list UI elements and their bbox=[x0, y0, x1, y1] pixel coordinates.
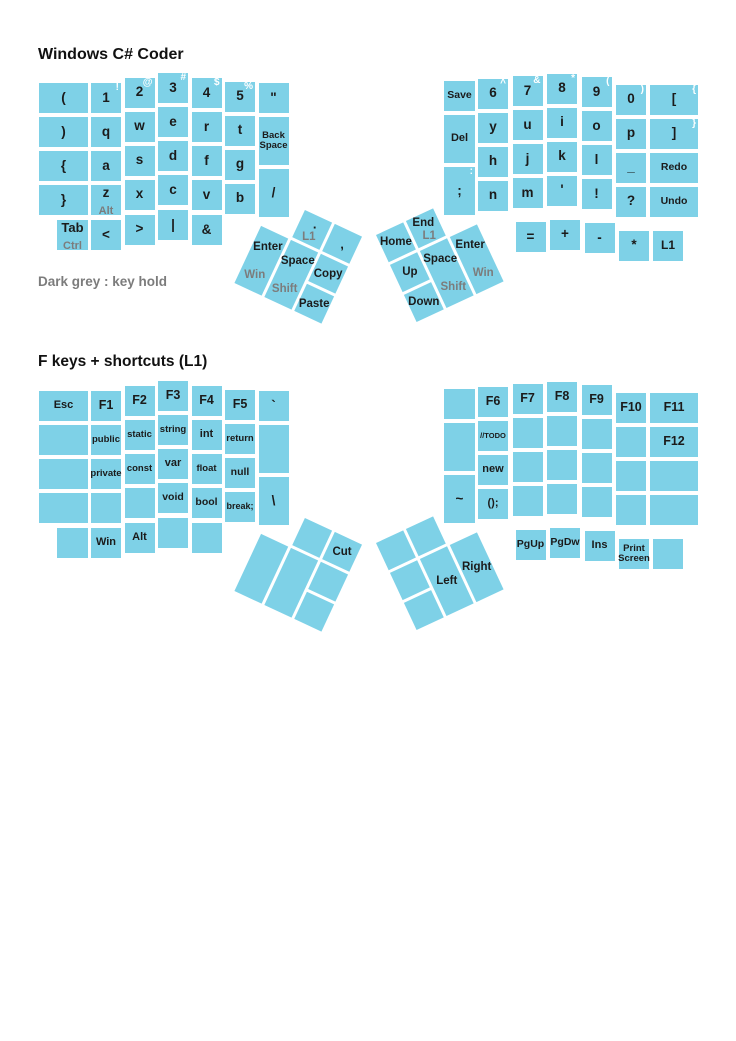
key-label: " bbox=[270, 89, 277, 105]
key-f bbox=[192, 146, 222, 176]
key-7 bbox=[513, 76, 543, 106]
key-shift-label: ! bbox=[115, 82, 119, 93]
key-label: F1 bbox=[98, 398, 114, 413]
key-a bbox=[91, 151, 121, 181]
key-label: Up bbox=[402, 266, 418, 279]
key-label: F12 bbox=[663, 433, 685, 448]
key-9 bbox=[582, 77, 612, 107]
key-back-space bbox=[259, 117, 289, 165]
key-label: var bbox=[164, 457, 182, 470]
key-label: b bbox=[235, 190, 245, 206]
page-title: Windows C# Coder bbox=[38, 46, 184, 63]
key-label: Win bbox=[95, 536, 117, 549]
key-underscore bbox=[616, 153, 646, 183]
key-label: x bbox=[135, 186, 144, 202]
key-label: Down bbox=[408, 296, 440, 309]
key-label: static bbox=[127, 428, 152, 440]
key-label: bool bbox=[195, 496, 218, 509]
key-f7 bbox=[513, 384, 543, 414]
key-shift-label: } bbox=[692, 117, 696, 129]
key-f5 bbox=[225, 390, 255, 420]
key-label: private bbox=[90, 468, 122, 480]
key-shift-label: ) bbox=[640, 83, 644, 95]
key-label: k bbox=[558, 148, 566, 164]
key-label: //TODO bbox=[480, 430, 506, 440]
key-label: { bbox=[60, 157, 67, 173]
key-blank bbox=[547, 416, 577, 446]
key-slash bbox=[259, 169, 289, 217]
key-blank bbox=[650, 495, 698, 525]
key-x bbox=[125, 180, 155, 210]
key-blank bbox=[616, 427, 646, 457]
key-label: Space bbox=[280, 254, 315, 267]
key-shift-label: * bbox=[571, 72, 575, 84]
key-label: \ bbox=[271, 492, 276, 508]
key-label: s bbox=[135, 152, 144, 168]
key-f9 bbox=[582, 385, 612, 415]
key-label: Undo bbox=[660, 194, 688, 207]
key-label: (); bbox=[487, 496, 499, 509]
key-f10 bbox=[616, 393, 646, 423]
key-blank bbox=[582, 487, 612, 517]
key-label: Left bbox=[436, 575, 458, 588]
key-label: Space bbox=[423, 253, 458, 266]
key-shift-label: ( bbox=[606, 76, 610, 87]
key-2 bbox=[125, 78, 155, 108]
key-j bbox=[513, 144, 543, 174]
key-v bbox=[192, 180, 222, 210]
key-label: Enter bbox=[455, 239, 485, 252]
key-label: / bbox=[271, 184, 276, 200]
key-label: F5 bbox=[232, 396, 248, 411]
key-label: null bbox=[230, 465, 250, 478]
key-label: Enter bbox=[253, 240, 283, 253]
key-label: Del bbox=[450, 132, 469, 145]
key-label: string bbox=[159, 424, 187, 436]
key-l1 bbox=[653, 231, 683, 261]
key-blank bbox=[650, 461, 698, 491]
key-u bbox=[513, 110, 543, 140]
key-label: Alt bbox=[132, 530, 147, 543]
key-ampersand bbox=[192, 215, 222, 245]
key-blank bbox=[616, 495, 646, 525]
key-label: PgDw bbox=[550, 535, 580, 548]
key-label: p bbox=[626, 125, 636, 141]
key-label: 5 bbox=[236, 88, 244, 104]
key-blank bbox=[192, 523, 222, 553]
key-label: ; bbox=[457, 182, 462, 198]
key-label: m bbox=[521, 184, 534, 200]
key-label: int bbox=[199, 428, 214, 441]
key-blank bbox=[444, 389, 475, 419]
key-return bbox=[225, 424, 255, 454]
key-minus bbox=[585, 223, 615, 253]
key-esc bbox=[39, 391, 88, 421]
key-label: ' bbox=[560, 182, 564, 198]
key-backtick bbox=[259, 391, 289, 421]
key-k bbox=[547, 142, 577, 172]
key-public bbox=[91, 425, 121, 455]
key-label: l bbox=[594, 151, 599, 167]
key-label: , bbox=[340, 236, 344, 252]
key-label: L1 bbox=[660, 238, 675, 253]
key-hold-label: Ctrl bbox=[63, 240, 82, 252]
key-semicolon bbox=[444, 167, 475, 215]
key-shift-label: ^ bbox=[500, 77, 506, 89]
key-f1 bbox=[91, 391, 121, 421]
key-label: ( bbox=[61, 89, 66, 105]
key-label: o bbox=[592, 117, 601, 133]
key-q bbox=[91, 117, 121, 147]
key-hold-label: L1 bbox=[302, 231, 316, 244]
key-shift-label: # bbox=[180, 72, 186, 83]
key-label: Print Screen bbox=[618, 542, 650, 564]
key-undo bbox=[650, 187, 698, 217]
key-label: > bbox=[135, 221, 144, 237]
key-label: h bbox=[488, 153, 498, 169]
key-blank bbox=[547, 484, 577, 514]
key-double-quote bbox=[259, 83, 289, 113]
key-hold-label: Win bbox=[472, 267, 494, 280]
key-label: Save bbox=[447, 89, 472, 102]
key-label: ) bbox=[61, 123, 66, 139]
key-label: 1 bbox=[102, 89, 110, 105]
key-paren-open bbox=[39, 83, 88, 113]
key-paren-close bbox=[39, 117, 88, 147]
key-label: F6 bbox=[485, 393, 501, 408]
key-blank bbox=[513, 452, 543, 482]
key-shift-label: : bbox=[469, 166, 473, 177]
key-label: < bbox=[102, 226, 110, 242]
key-label: ` bbox=[271, 397, 276, 413]
key-blank bbox=[125, 488, 155, 518]
key-label: a bbox=[102, 157, 110, 173]
key-z bbox=[91, 185, 121, 215]
key-label: _ bbox=[627, 159, 635, 175]
key-label: new bbox=[482, 462, 504, 475]
key-blank bbox=[582, 453, 612, 483]
key-greater-than bbox=[125, 215, 155, 245]
key-less-than bbox=[91, 220, 121, 250]
key-label: e bbox=[169, 113, 177, 129]
key-label: float bbox=[196, 463, 217, 475]
key-win bbox=[91, 528, 121, 558]
key-label: F11 bbox=[663, 399, 685, 414]
key-backslash bbox=[259, 477, 289, 525]
key-blank bbox=[582, 419, 612, 449]
key-label: u bbox=[523, 116, 532, 132]
key-label: n bbox=[488, 187, 498, 203]
key-1 bbox=[91, 83, 121, 113]
key-hold-label: Shift bbox=[271, 282, 298, 295]
key-label: j bbox=[525, 150, 530, 166]
key-f3 bbox=[158, 381, 188, 411]
key-break bbox=[225, 492, 255, 522]
key-question bbox=[616, 187, 646, 217]
key-label: 3 bbox=[169, 79, 177, 95]
key-label: = bbox=[526, 228, 535, 244]
key-tilde bbox=[444, 475, 475, 523]
key-6 bbox=[478, 79, 508, 109]
key-label: Ins bbox=[591, 539, 608, 552]
key-label: ~ bbox=[455, 490, 464, 506]
key-pgup bbox=[516, 530, 546, 560]
key-b bbox=[225, 184, 255, 214]
key-label: F8 bbox=[554, 388, 570, 403]
key-f4 bbox=[192, 386, 222, 416]
key-label: q bbox=[101, 123, 111, 139]
key-blank bbox=[547, 450, 577, 480]
key-pgdw bbox=[550, 528, 580, 558]
key-s bbox=[125, 146, 155, 176]
key-blank bbox=[39, 493, 88, 523]
key-private bbox=[91, 459, 121, 489]
key-label: 6 bbox=[489, 85, 497, 101]
key-void bbox=[158, 483, 188, 513]
key-blank bbox=[444, 423, 475, 471]
key-brace-close bbox=[39, 185, 88, 215]
key-label: const bbox=[126, 462, 153, 474]
key-label: F9 bbox=[589, 392, 604, 407]
key-n bbox=[478, 181, 508, 211]
key-d bbox=[158, 141, 188, 171]
key-const bbox=[125, 454, 155, 484]
key-label: PgUp bbox=[516, 538, 545, 551]
key-shift-label: & bbox=[533, 75, 541, 86]
key-i bbox=[547, 108, 577, 138]
key-e bbox=[158, 107, 188, 137]
key-c bbox=[158, 175, 188, 205]
key-tab bbox=[57, 220, 88, 250]
key-float bbox=[192, 454, 222, 484]
key-label: [ bbox=[671, 91, 677, 107]
key-t bbox=[225, 116, 255, 146]
key-bracket-close bbox=[650, 119, 698, 149]
key-label: 9 bbox=[592, 83, 601, 99]
key-print-screen bbox=[619, 539, 649, 569]
key-shift-label: @ bbox=[142, 76, 153, 88]
key-label: z bbox=[102, 185, 110, 200]
key-blank bbox=[39, 459, 88, 489]
key-parens-semicolon bbox=[478, 489, 508, 519]
legend-note: Dark grey : key hold bbox=[38, 274, 168, 289]
key-f8 bbox=[547, 382, 577, 412]
key-label: + bbox=[561, 226, 569, 242]
key-label: F3 bbox=[165, 388, 181, 403]
key-shift-label: { bbox=[692, 83, 696, 95]
key-w bbox=[125, 112, 155, 142]
key-null bbox=[225, 458, 255, 488]
key-label: Tab bbox=[61, 220, 84, 235]
key-5 bbox=[225, 82, 255, 112]
key-label: | bbox=[171, 216, 175, 232]
key-bool bbox=[192, 488, 222, 518]
key-label: r bbox=[203, 118, 210, 134]
key-hold-label: L1 bbox=[422, 229, 436, 242]
key-3 bbox=[158, 73, 188, 103]
key-label: . bbox=[312, 216, 317, 232]
key-brace-open bbox=[39, 151, 88, 181]
key-static bbox=[125, 420, 155, 450]
key-int bbox=[192, 420, 222, 450]
key-f6 bbox=[478, 387, 508, 417]
key-save bbox=[444, 81, 475, 111]
key-blank bbox=[653, 539, 683, 569]
key-label: return bbox=[226, 432, 254, 444]
key-asterisk bbox=[619, 231, 649, 261]
key-label: 0 bbox=[627, 91, 635, 107]
key-bracket-open bbox=[650, 85, 698, 115]
key-r bbox=[192, 112, 222, 142]
key-label: F2 bbox=[132, 392, 147, 407]
key-label: y bbox=[489, 119, 497, 135]
key-f11 bbox=[650, 393, 698, 423]
layer2-title: F keys + shortcuts (L1) bbox=[38, 353, 208, 370]
key-alt bbox=[125, 523, 155, 553]
key-h bbox=[478, 147, 508, 177]
key-label: * bbox=[631, 237, 637, 253]
key-label: Home bbox=[379, 236, 412, 249]
key-blank bbox=[259, 425, 289, 473]
key-label: Redo bbox=[660, 160, 688, 173]
key-label: 2 bbox=[135, 84, 144, 100]
key-label: 8 bbox=[558, 80, 566, 96]
key-label: g bbox=[235, 156, 245, 172]
key-label: Copy bbox=[313, 267, 343, 280]
key-blank bbox=[39, 425, 88, 455]
key-label: ? bbox=[626, 193, 636, 209]
key-label: break; bbox=[226, 500, 254, 511]
key-label: v bbox=[202, 186, 211, 202]
key-m bbox=[513, 178, 543, 208]
key-4 bbox=[192, 78, 222, 108]
key-label: Paste bbox=[298, 297, 330, 310]
key-label: Esc bbox=[53, 399, 74, 412]
key-pipe bbox=[158, 210, 188, 240]
key-8 bbox=[547, 74, 577, 104]
key-label: - bbox=[597, 229, 602, 245]
key-var bbox=[158, 449, 188, 479]
key-label: public bbox=[92, 434, 120, 446]
key-del bbox=[444, 115, 475, 163]
key-y bbox=[478, 113, 508, 143]
key-blank bbox=[158, 518, 188, 548]
key-label: F10 bbox=[620, 399, 642, 414]
key-label: w bbox=[134, 118, 145, 134]
key-hold-label: Alt bbox=[98, 205, 114, 217]
key-apostrophe bbox=[547, 176, 577, 206]
key-plus bbox=[550, 220, 580, 250]
key-p bbox=[616, 119, 646, 149]
key-label: Right bbox=[461, 561, 492, 574]
key-string bbox=[158, 415, 188, 445]
key-label: & bbox=[201, 221, 212, 237]
key-o bbox=[582, 111, 612, 141]
key-label: void bbox=[162, 491, 184, 504]
key-ins bbox=[585, 531, 615, 561]
key-label: Back Space bbox=[259, 130, 288, 151]
key-todo-comment bbox=[478, 421, 508, 451]
key-label: End bbox=[412, 216, 435, 229]
key-label: Cut bbox=[332, 545, 352, 558]
key-blank bbox=[57, 528, 88, 558]
key-blank bbox=[513, 418, 543, 448]
key-label: F4 bbox=[199, 393, 214, 408]
key-l bbox=[582, 145, 612, 175]
key-g bbox=[225, 150, 255, 180]
key-f2 bbox=[125, 386, 155, 416]
key-hold-label: Win bbox=[244, 268, 266, 281]
key-shift-label: % bbox=[244, 80, 253, 92]
key-f12 bbox=[650, 427, 698, 457]
key-redo bbox=[650, 153, 698, 183]
key-blank bbox=[513, 486, 543, 516]
key-label: c bbox=[169, 181, 177, 197]
key-equals bbox=[516, 222, 546, 252]
key-exclamation bbox=[582, 179, 612, 209]
key-label: i bbox=[560, 114, 564, 130]
key-blank bbox=[91, 493, 121, 523]
key-label: f bbox=[204, 152, 209, 168]
key-label: F7 bbox=[520, 391, 535, 406]
key-new bbox=[478, 455, 508, 485]
key-label: d bbox=[168, 147, 178, 163]
key-hold-label: Shift bbox=[440, 281, 467, 294]
key-label: ! bbox=[594, 185, 599, 201]
key-shift-label: $ bbox=[213, 77, 220, 88]
key-label: 7 bbox=[523, 82, 532, 98]
key-label: ] bbox=[671, 125, 677, 141]
key-blank bbox=[616, 461, 646, 491]
key-label: t bbox=[237, 122, 243, 138]
key-label: } bbox=[60, 191, 67, 207]
key-0 bbox=[616, 85, 646, 115]
key-label: 4 bbox=[202, 84, 211, 100]
